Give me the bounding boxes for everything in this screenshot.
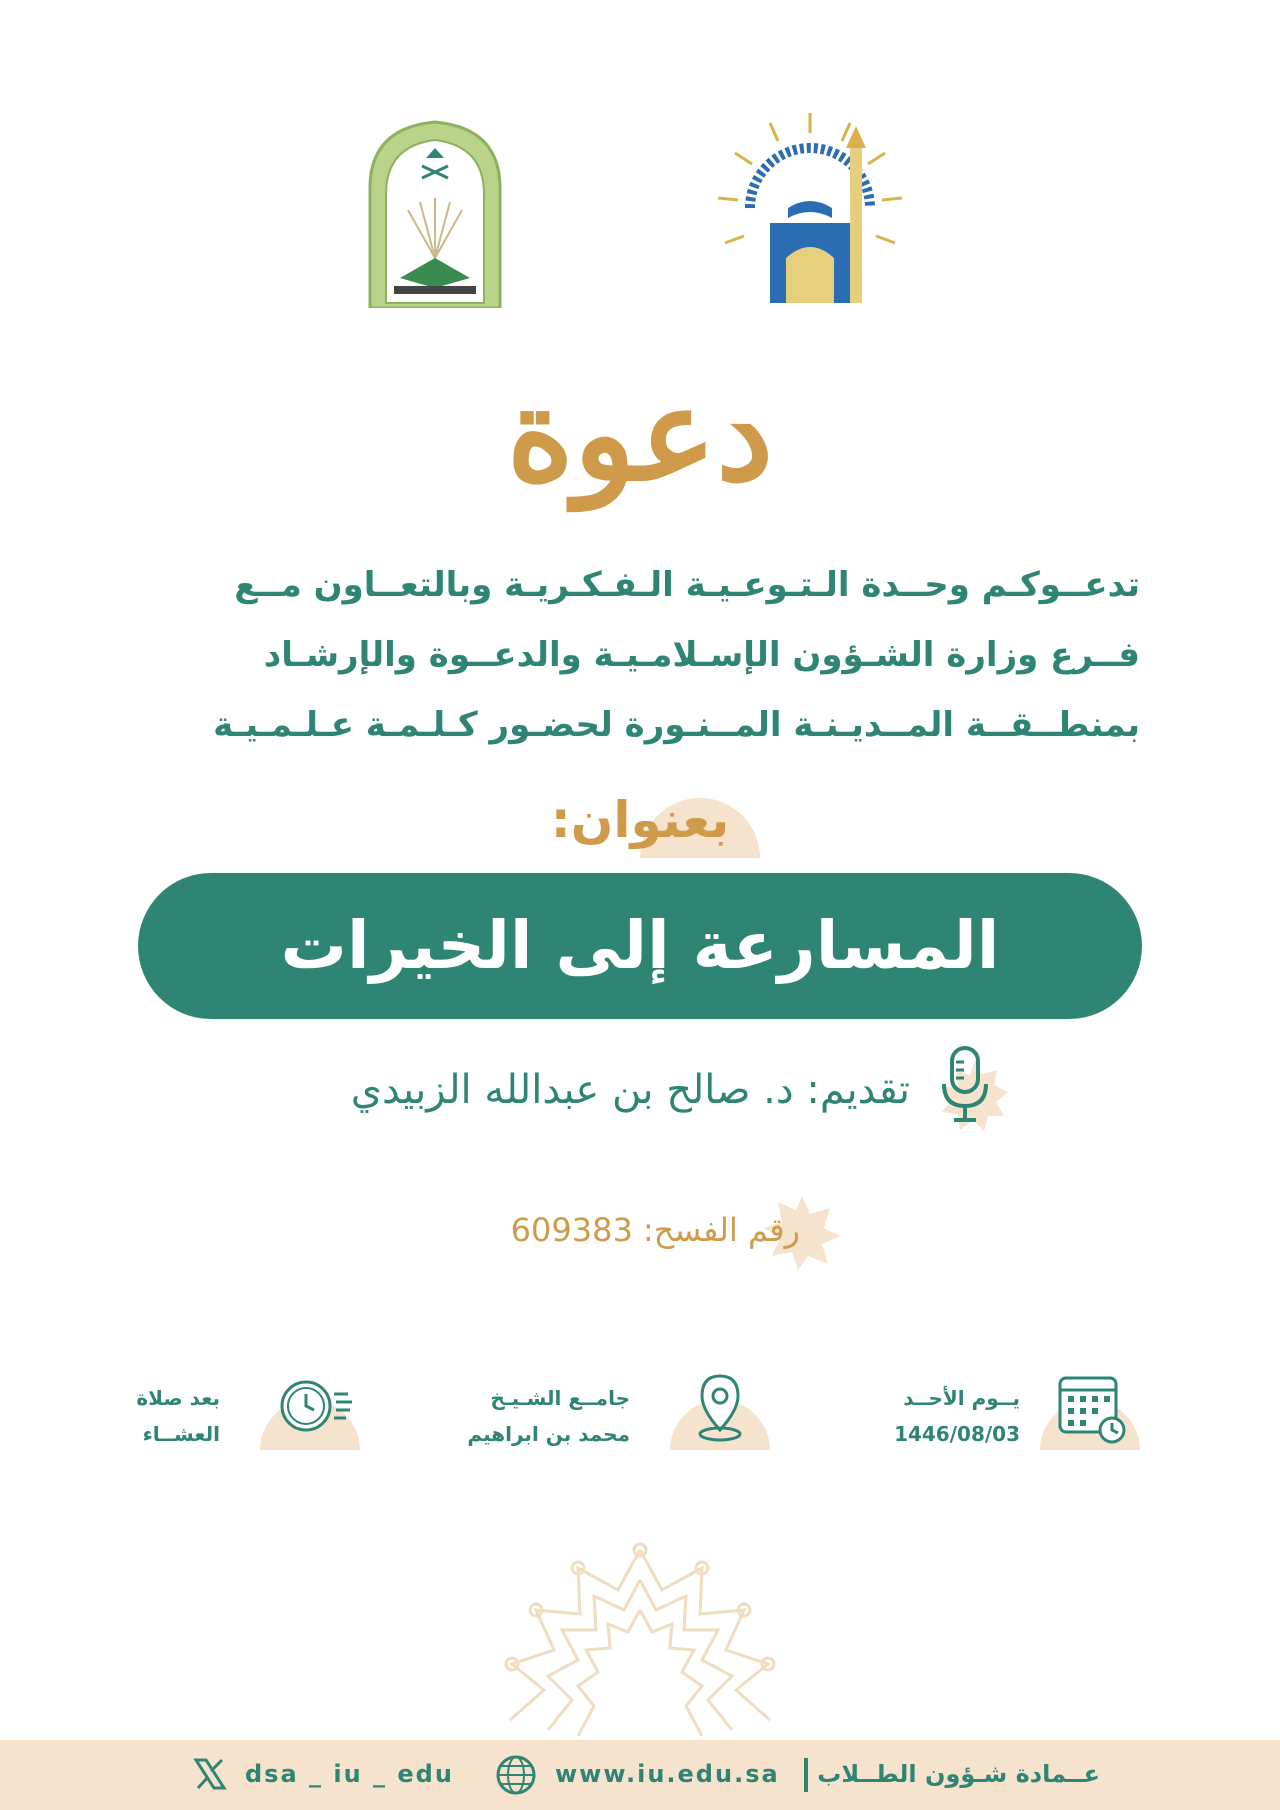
time-line-2: العشــاء: [142, 1422, 220, 1446]
geometric-ornament: [440, 1540, 840, 1740]
presenter-name: تقديم: د. صالح بن عبدالله الزبيدي: [350, 1067, 910, 1113]
event-time: [136, 1370, 460, 1460]
footer-social-handle[interactable]: dsa _ iu _ edu: [245, 1760, 454, 1788]
intro-line-3: بمنطــقــة المــديـنـة المــنـورة لحضـور كـلـمـة عـلـمـيـة: [213, 705, 1140, 745]
x-icon: [192, 1756, 228, 1792]
location-text: [467, 1380, 630, 1452]
location-line-1: جامــع الشـيـخ: [490, 1386, 630, 1410]
main-title: المسارعة إلى الخيرات: [280, 907, 1000, 984]
date-text: [894, 1380, 1020, 1452]
footer-deanship: عــمادة شـؤون الطــلاب: [817, 1760, 1100, 1788]
footer-separator: [804, 1758, 808, 1792]
date-day: يــوم الأحــد: [903, 1386, 1020, 1410]
globe-icon: [495, 1754, 537, 1796]
title-label-block: [500, 780, 780, 860]
clock-icon: [260, 1370, 360, 1450]
dawah-calligraphy: دعوة: [506, 360, 774, 510]
intro-line-2: فــرع وزارة الشـؤون الإسـلامـيـة والدعــوة والإرشـاد: [263, 635, 1140, 675]
time-text: [136, 1380, 220, 1452]
event-location: [467, 1370, 790, 1460]
date-value: 1446/08/03: [894, 1422, 1020, 1446]
main-title-pill: [138, 873, 1142, 1019]
calendar-icon: [1040, 1370, 1140, 1450]
title-label: بعنوان:: [550, 791, 730, 849]
permit-number-row: [440, 1190, 840, 1270]
footer-bar: [0, 1740, 1280, 1810]
time-line-1: بعد صلاة: [136, 1386, 220, 1410]
permit-value: 609383: [510, 1211, 633, 1249]
location-line-2: محمد بن ابراهيم: [467, 1422, 630, 1446]
presenter-row: [230, 1040, 1030, 1140]
intro-line-1: تدعــوكـم وحــدة الـتـوعـيـة الـفـكـريـة وبالتعــاون مــع: [234, 565, 1140, 605]
event-date: [860, 1370, 1180, 1460]
permit-label: رقم الفسح:: [642, 1211, 800, 1249]
footer-website[interactable]: www.iu.edu.sa: [555, 1760, 780, 1788]
university-logo: [710, 108, 910, 308]
microphone-icon: [920, 1040, 1030, 1150]
ministry-logo: [360, 118, 510, 308]
permit-number: [511, 1202, 800, 1258]
location-pin-icon: [670, 1370, 770, 1450]
